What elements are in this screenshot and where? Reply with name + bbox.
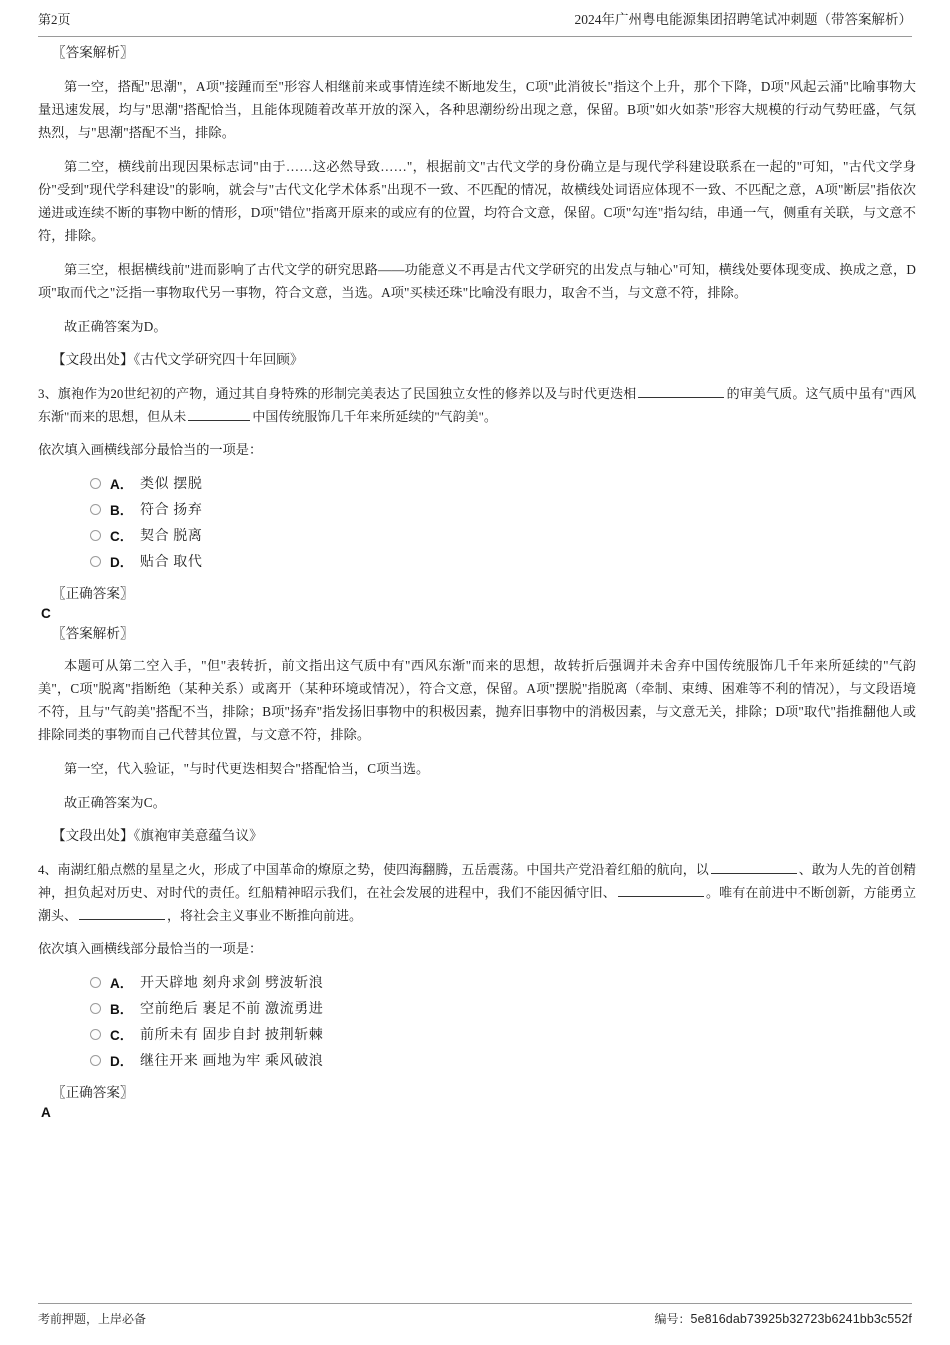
q3-fill-prompt: 依次填入画横线部分最恰当的一项是： bbox=[38, 442, 263, 457]
q3-option-c-letter: C． bbox=[110, 529, 134, 544]
radio-icon[interactable] bbox=[90, 504, 101, 515]
q2-analysis-blank2: 第二空，横线前出现因果标志词"由于……这必然导致……"，根据前文"古代文学的身份确立是与现代学科建设联系在一起的"可知，"古代文学身份"受到"现代学科建设"的影响，就会与"古代文化学术体系"出现不一致、不匹配的情况，故横线处词语应体现不一致、不匹配之意，A项"断层"指依次递进或连续不断的事物中断的情形，D项"错位"指离开原来的或应有的位置，均符合文意，保留。C项"勾连"指勾结，串通一气，侧重有关联，与文意不符，排除。 bbox=[38, 159, 916, 243]
q3-option-c[interactable] bbox=[90, 522, 916, 548]
page-footer bbox=[38, 1303, 912, 1327]
radio-icon[interactable] bbox=[90, 478, 101, 489]
correct-answer-label-q4: 〖正确答案〗 bbox=[52, 1085, 134, 1100]
q3-blank-2 bbox=[188, 406, 250, 421]
q3-option-d-text: 贴合 取代 bbox=[140, 555, 203, 570]
q3-option-a[interactable] bbox=[90, 470, 916, 496]
q4-stem-suffix: 。唯有在前进中不断创新，方能勇立潮头、 bbox=[38, 885, 916, 923]
q4-stem-prefix: 4、南湖红船点燃的星星之火，形成了中国革命的燎原之势，使四海翻腾，五岳震荡。中国共产党沿着红船的航向，以 bbox=[38, 862, 709, 877]
q4-correct-answer-value: A bbox=[41, 1105, 51, 1120]
q3-option-b-letter: B． bbox=[110, 503, 134, 518]
q4-option-b-text: 空前绝后 裹足不前 激流勇进 bbox=[140, 1002, 324, 1017]
q2-analysis-blank3: 第三空，根据横线前"进而影响了古代文学的研究思路——功能意义不再是古代文学研究的出发点与轴心"可知，横线处要体现变成、换成之意，D项"取而代之"泛指一事物取代另一事物，符合文意，当选。A项"买椟还珠"比喻没有眼力，取舍不当，与文意不符，排除。 bbox=[38, 262, 916, 300]
radio-icon[interactable] bbox=[90, 556, 101, 567]
q3-analysis-first-blank: 第一空，代入验证，"与时代更迭相契合"搭配恰当，C项当选。 bbox=[64, 761, 430, 776]
q3-source-line bbox=[38, 825, 916, 847]
source-label: 【文段出处】 bbox=[52, 828, 134, 843]
footer-slogan: 考前押题，上岸必备 bbox=[38, 1312, 147, 1326]
q2-source-text: 《古代文学研究四十年回顾》 bbox=[133, 352, 304, 367]
q4-stem-middle: 、敢为人先的首创精神，担负起对历史、对时代的责任。红船精神昭示我们，在社会发展的进程中，我们不能因循守旧、 bbox=[38, 862, 916, 900]
q2-source-line bbox=[38, 349, 916, 371]
q4-fill-prompt: 依次填入画横线部分最恰当的一项是： bbox=[38, 941, 263, 956]
q3-option-b-text: 符合 扬弃 bbox=[140, 503, 203, 518]
q4-blank-2 bbox=[618, 882, 704, 897]
footer-code-value: 5e816dab73925b32723b6241bb3c552f bbox=[690, 1312, 912, 1326]
q4-option-c-text: 前所未有 固步自封 披荆斩棘 bbox=[140, 1028, 324, 1043]
radio-icon[interactable] bbox=[90, 1003, 101, 1014]
footer-code-label: 编号： bbox=[654, 1312, 691, 1326]
q3-option-d-letter: D． bbox=[110, 555, 134, 570]
q4-stem-end: ，将社会主义事业不断推向前进。 bbox=[167, 908, 363, 923]
q4-options bbox=[38, 969, 916, 1073]
q4-option-d-letter: D． bbox=[110, 1054, 134, 1069]
answer-analysis-label-q2: 〖答案解析〗 bbox=[52, 45, 134, 60]
q4-option-c[interactable] bbox=[90, 1021, 916, 1047]
page-number-label: 第2页 bbox=[38, 12, 71, 27]
document-body bbox=[38, 42, 916, 1122]
q3-source-text: 《旗袍审美意蕴刍议》 bbox=[133, 828, 263, 843]
radio-icon[interactable] bbox=[90, 1055, 101, 1066]
q4-option-a-letter: A． bbox=[110, 976, 134, 991]
q4-option-d[interactable] bbox=[90, 1047, 916, 1073]
q2-analysis-blank1: 第一空，搭配"思潮"，A项"接踵而至"形容人相继前来或事情连续不断地发生，C项"此消彼长"指这个上升，那个下降，D项"风起云涌"比喻事物大量迅速发展，均与"思潮"搭配恰当，且能体现随着改革开放的深入，各种思潮纷纷出现之意，保留。B项"如火如荼"形容大规模的行动气势旺盛，气氛热烈，与"思潮"搭配不当，排除。 bbox=[38, 79, 916, 140]
q3-correct-answer-value: C bbox=[41, 606, 51, 621]
q3-option-d[interactable] bbox=[90, 548, 916, 574]
source-label: 【文段出处】 bbox=[52, 352, 134, 367]
question-3-stem bbox=[38, 382, 916, 428]
q4-option-b[interactable] bbox=[90, 995, 916, 1021]
q4-option-a[interactable] bbox=[90, 969, 916, 995]
q3-stem-middle: 的审美气质。这气质中虽有"西风东渐"而来的思想，但从未 bbox=[38, 386, 916, 424]
q3-analysis-conclusion: 故正确答案为C。 bbox=[64, 795, 166, 810]
question-4-stem bbox=[38, 858, 916, 927]
q4-blank-1 bbox=[711, 859, 797, 874]
q3-blank-1 bbox=[638, 383, 724, 398]
answer-analysis-label-q3: 〖答案解析〗 bbox=[52, 626, 134, 641]
q3-option-c-text: 契合 脱离 bbox=[140, 529, 203, 544]
q3-stem-prefix: 3、旗袍作为20世纪初的产物，通过其自身特殊的形制完美表达了民国独立女性的修养以及与时代更迭相 bbox=[38, 386, 637, 401]
radio-icon[interactable] bbox=[90, 530, 101, 541]
q4-option-d-text: 继往开来 画地为牢 乘风破浪 bbox=[140, 1054, 324, 1069]
q3-option-a-letter: A． bbox=[110, 477, 134, 492]
correct-answer-label-q3: 〖正确答案〗 bbox=[52, 586, 134, 601]
q3-stem-suffix: 中国传统服饰几千年来所延续的"气韵美"。 bbox=[252, 409, 497, 424]
q4-option-a-text: 开天辟地 刻舟求剑 劈波斩浪 bbox=[140, 976, 324, 991]
q2-analysis-conclusion: 故正确答案为D。 bbox=[64, 319, 167, 334]
radio-icon[interactable] bbox=[90, 1029, 101, 1040]
q3-options bbox=[38, 470, 916, 574]
q4-blank-3 bbox=[79, 905, 165, 920]
page-header bbox=[38, 10, 912, 37]
q4-option-c-letter: C． bbox=[110, 1028, 134, 1043]
q3-option-b[interactable] bbox=[90, 496, 916, 522]
footer-code bbox=[655, 1310, 913, 1327]
radio-icon[interactable] bbox=[90, 977, 101, 988]
q3-option-a-text: 类似 摆脱 bbox=[140, 477, 203, 492]
q3-analysis-main: 本题可从第二空入手，"但"表转折，前文指出这气质中有"西风东渐"而来的思想，故转折后强调并未舍弃中国传统服饰几千年来所延续的"气韵美"，C项"脱离"指断绝（某种关系）或离开（某种环境或情况），符合文意，保留。A项"摆脱"指脱离（牵制、束缚、困难等不利的情况），与文段语境不符，且与"气韵美"搭配不当，排除；B项"扬弃"指发扬旧事物中的积极因素，抛弃旧事物中的消极因素，与文意无关，排除；D项"取代"指推翻他人或排除同类的事物而自己代替其位置，与文意不符，排除。 bbox=[38, 658, 916, 742]
q4-option-b-letter: B． bbox=[110, 1002, 134, 1017]
document-title: 2024年广州粤电能源集团招聘笔试冲刺题（带答案解析） bbox=[574, 12, 912, 27]
